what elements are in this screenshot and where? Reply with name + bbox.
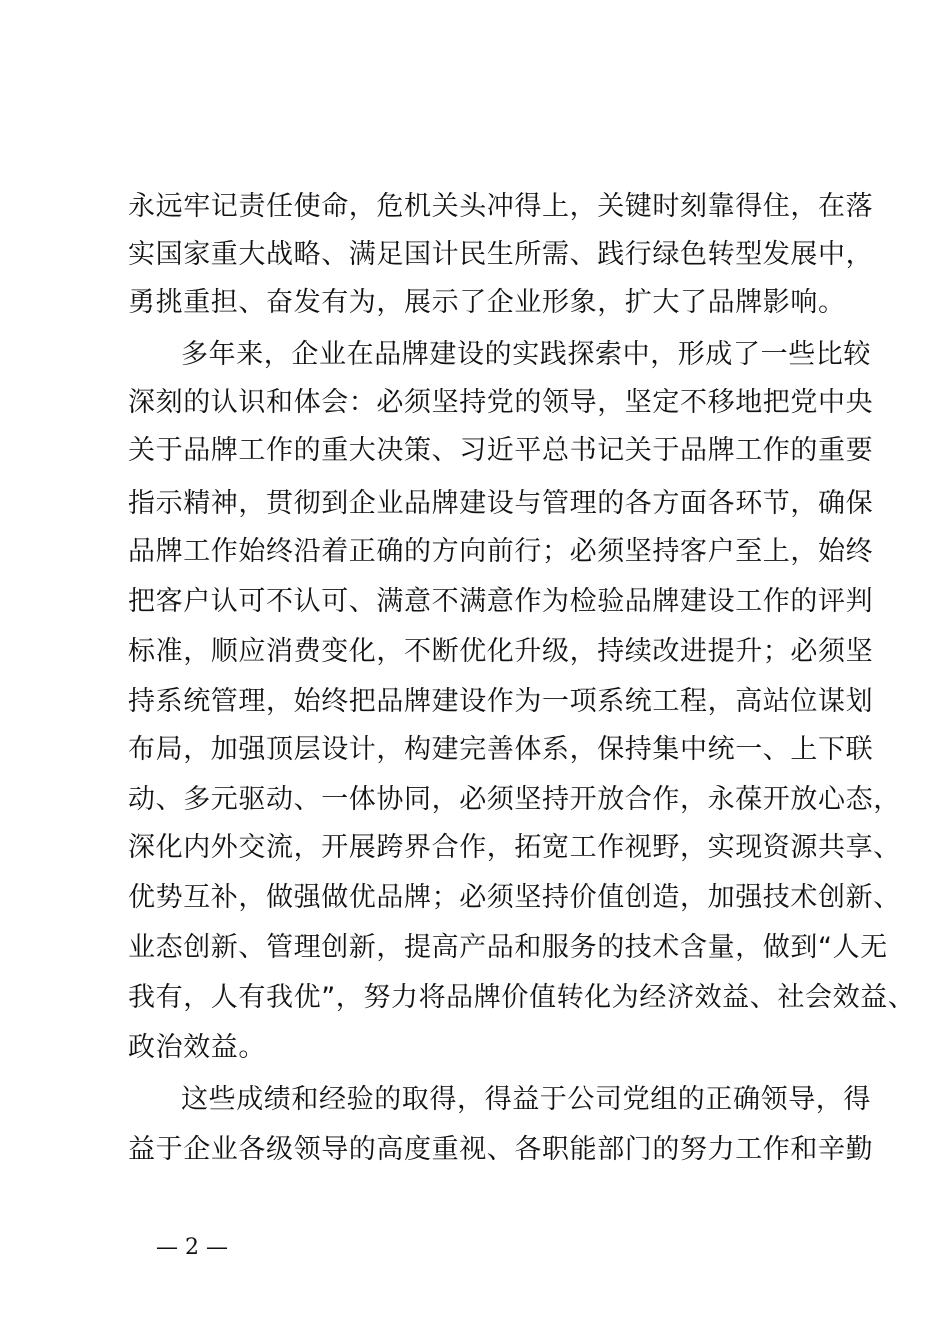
text-line: 政治效益。 — [128, 1032, 266, 1063]
text-line: 布局，加强顶层设计，构建完善体系，保持集中统一、上下联 — [128, 734, 874, 765]
text-line: 业态创新、管理创新，提高产品和服务的技术含量，做到“人无 — [128, 932, 888, 963]
text-line: 多年来，企业在品牌建设的实践探索中，形成了一些比较 — [181, 339, 871, 370]
text-line: 益于企业各级领导的高度重视、各职能部门的努力工作和辛勤 — [128, 1134, 874, 1165]
text-line: 深化内外交流，开展跨界合作，拓宽工作视野，实现资源共享、 — [128, 832, 901, 863]
text-line: 我有，人有我优”，努力将品牌价值转化为经济效益、社会效益、 — [128, 982, 916, 1013]
page-number: — 2 — — [156, 1235, 228, 1260]
text-line: 把客户认可不认可、满意不满意作为检验品牌建设工作的评判 — [128, 586, 874, 617]
text-line: 深刻的认识和体会：必须坚持党的领导，坚定不移地把党中央 — [128, 387, 874, 418]
text-line: 品牌工作始终沿着正确的方向前行；必须坚持客户至上，始终 — [128, 536, 874, 567]
text-line: 勇挑重担、奋发有为，展示了企业形象，扩大了品牌影响。 — [128, 287, 846, 318]
text-line: 指示精神，贯彻到企业品牌建设与管理的各方面各环节，确保 — [128, 488, 874, 519]
text-line: 标准，顺应消费变化，不断优化升级，持续改进提升；必须坚 — [128, 636, 874, 667]
text-line: 实国家重大战略、满足国计民生所需、践行绿色转型发展中， — [128, 239, 874, 270]
text-line: 关于品牌工作的重大决策、习近平总书记关于品牌工作的重要 — [128, 435, 874, 466]
text-line: 优势互补，做强做优品牌；必须坚持价值创造，加强技术创新、 — [128, 882, 901, 913]
text-line: 这些成绩和经验的取得，得益于公司党组的正确领导，得 — [181, 1084, 871, 1115]
text-line: 永远牢记责任使命，危机关头冲得上，关键时刻靠得住，在落 — [128, 191, 874, 222]
text-line: 动、多元驱动、一体协同，必须坚持开放合作，永葆开放心态， — [128, 784, 901, 815]
text-line: 持系统管理，始终把品牌建设作为一项系统工程，高站位谋划 — [128, 686, 874, 717]
